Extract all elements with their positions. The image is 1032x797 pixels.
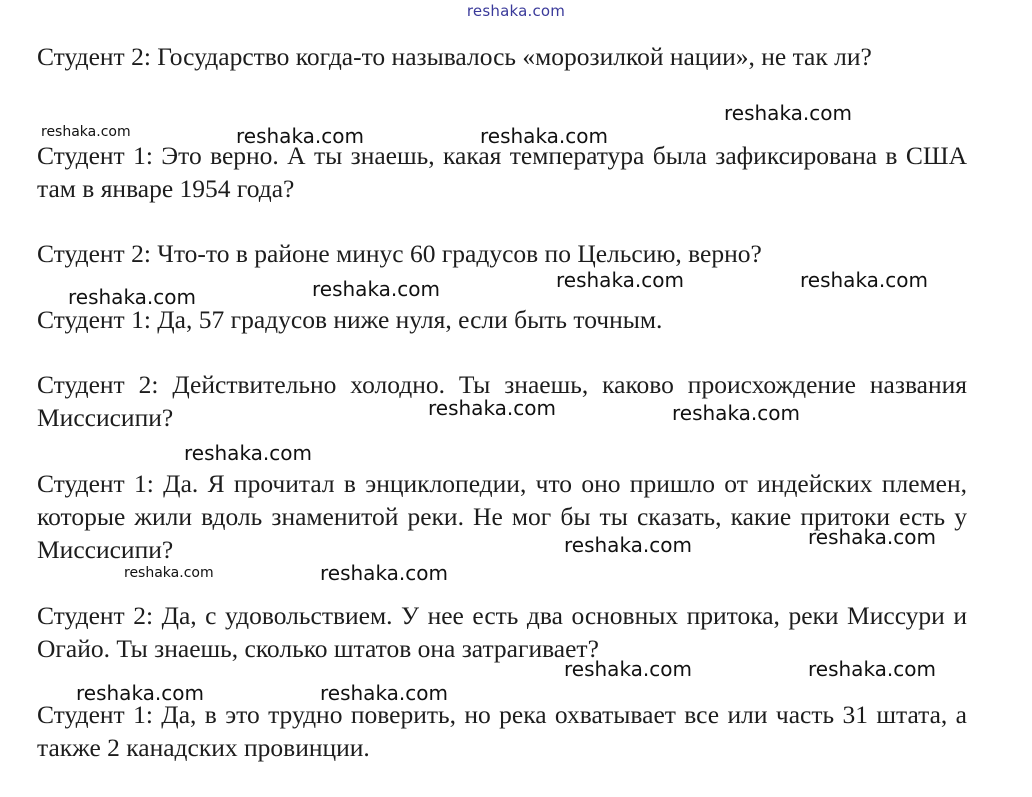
watermark: reshaka.com	[556, 268, 684, 292]
watermark: reshaka.com	[480, 124, 608, 148]
paragraph-text: Студент 2: Да, с удовольствием. У нее есть два основных притока, реки Миссури и Огайо. Ты знаешь, сколько штатов она затрагивает?	[37, 601, 967, 663]
watermark: reshaka.com	[124, 565, 214, 581]
watermark: reshaka.com	[312, 277, 440, 301]
watermark: reshaka.com	[68, 285, 196, 309]
dialogue-paragraph	[37, 237, 967, 270]
paragraph-text: Студент 2: Государство когда-то называлось «морозилкой нации», не так ли?	[37, 42, 872, 71]
watermark: reshaka.com	[808, 657, 936, 681]
paragraph-text: Студент 1: Да, в это трудно поверить, но река охватывает все или часть 31 штата, а также 2 канадских провинции.	[37, 700, 967, 762]
watermark: reshaka.com	[672, 401, 800, 425]
site-link[interactable]: reshaka.com	[466, 2, 566, 20]
watermark: reshaka.com	[564, 533, 692, 557]
watermark: reshaka.com	[564, 657, 692, 681]
dialogue-paragraph	[37, 599, 967, 665]
watermark: reshaka.com	[320, 561, 448, 585]
paragraph-text: Студент 2: Действительно холодно. Ты знаешь, каково происхождение названия Миссисипи?	[37, 370, 967, 432]
watermark: reshaka.com	[428, 396, 556, 420]
paragraph-text: Студент 1: Да. Я прочитал в энциклопедии, что оно пришло от индейских племен, которые жили вдоль знаменитой реки. Не мог бы ты сказать, какие притоки есть у Миссисипи?	[37, 469, 967, 564]
dialogue-paragraph	[37, 467, 967, 566]
watermark: reshaka.com	[724, 101, 852, 125]
watermark: reshaka.com	[236, 124, 364, 148]
paragraph-text: Студент 2: Что-то в районе минус 60 градусов по Цельсию, верно?	[37, 239, 762, 268]
watermark: reshaka.com	[800, 268, 928, 292]
paragraph-text: Студент 1: Это верно. А ты знаешь, какая температура была зафиксирована в США там в январе 1954 года?	[37, 141, 967, 203]
watermark: reshaka.com	[808, 525, 936, 549]
watermark: reshaka.com	[76, 681, 204, 705]
paragraph-text: Студент 1: Да, 57 градусов ниже нуля, если быть точным.	[37, 305, 663, 334]
watermark: reshaka.com	[41, 124, 131, 140]
dialogue-paragraph	[37, 698, 967, 764]
watermark: reshaka.com	[320, 681, 448, 705]
watermark: reshaka.com	[184, 441, 312, 465]
dialogue-paragraph	[37, 40, 967, 73]
dialogue-paragraph	[37, 139, 967, 205]
